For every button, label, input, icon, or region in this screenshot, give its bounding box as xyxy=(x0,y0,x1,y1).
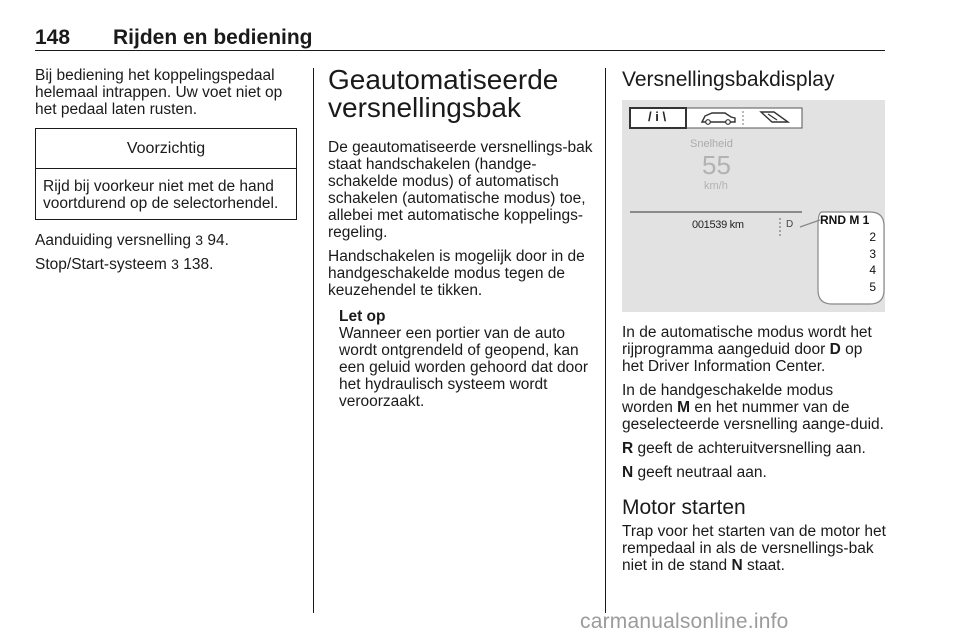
watermark-footer: carmanualsonline.info xyxy=(580,610,789,633)
note-text: Wanneer een portier van de auto wordt ontgrendeld of geopend, kan een geluid worden gehoord dat door het hydraulisch systeem wordt veroorzaakt. xyxy=(339,325,589,410)
caution-text: Rijd bij voorkeur niet met de hand voortdurend op de selectorhendel. xyxy=(43,178,279,212)
gear-list xyxy=(864,229,876,295)
section-heading-line-2: versnellingsbak xyxy=(328,92,521,123)
page-ref-link[interactable]: 94. xyxy=(207,232,229,249)
text-run-bold: R xyxy=(622,440,634,457)
chapter-title: Rijden en bediening xyxy=(113,26,313,49)
header-rule xyxy=(35,50,885,51)
speed-label: Snelheid xyxy=(690,138,733,150)
text-run: geeft neutraal aan. xyxy=(633,464,767,481)
gear-number: 4 xyxy=(869,263,876,277)
paragraph xyxy=(622,324,887,375)
paragraph: Handschakelen is mogelijk door in de handgeschakelde modus tegen de keuzehendel te tikken. xyxy=(328,248,585,299)
reference-stop-start xyxy=(35,256,301,273)
paragraph xyxy=(622,382,887,433)
callout-pointer xyxy=(800,220,820,227)
text-run: geeft de achteruitversnelling aan. xyxy=(633,440,866,457)
caution-box xyxy=(35,128,297,220)
section-heading xyxy=(328,66,593,122)
transmission-display-figure xyxy=(622,100,885,312)
speed-value: 55 xyxy=(702,150,731,180)
paragraph xyxy=(622,440,887,457)
display-illustration xyxy=(622,100,885,312)
text-run: Trap voor het starten van de motor het rempedaal in als de versnellings-bak niet in de stand xyxy=(622,523,886,574)
reference-label: Aanduiding versnelling xyxy=(35,232,191,249)
gear-number: 2 xyxy=(869,230,876,244)
column-divider-2 xyxy=(605,68,606,613)
paragraph: De geautomatiseerde versnellings-bak staat handschakelen (handge-schakelde modus) of automatisch schakelen (automatische modus) toe, allebei met automatische koppelings-regeling. xyxy=(328,139,593,241)
paragraph xyxy=(622,523,887,574)
note-block xyxy=(328,308,593,410)
reference-gear-indication xyxy=(35,232,301,249)
text-run-bold: N xyxy=(622,464,634,481)
section-heading-line-1: Geautomatiseerde xyxy=(328,64,559,95)
gear-callout-label: RND M 1 xyxy=(820,213,870,227)
text-run: In de handgeschakelde modus worden xyxy=(622,382,834,416)
column-3-text xyxy=(622,324,887,574)
gear-indicator-small: D xyxy=(786,219,794,230)
intro-paragraph: Bij bediening het koppelingspedaal helemaal intrappen. Uw voet niet op het pedaal laten rusten. xyxy=(35,67,283,118)
gear-number: 3 xyxy=(869,246,876,261)
paragraph xyxy=(622,464,887,481)
column-2 xyxy=(328,66,593,410)
text-run: en het nummer van de geselecteerde versnelling aange-duid. xyxy=(622,399,884,433)
text-run-bold: N xyxy=(731,557,743,574)
gear-number: 5 xyxy=(869,279,876,294)
text-run-bold: M xyxy=(677,399,691,416)
speed-unit: km/h xyxy=(704,180,728,192)
column-divider-1 xyxy=(313,68,314,613)
text-run: op het Driver Information Center. xyxy=(622,341,863,375)
text-run: In de automatische modus wordt het rijprogramma aangeduid door xyxy=(622,324,872,358)
odometer-reading: 001539 km xyxy=(692,219,744,231)
caution-title: Voorzichtig xyxy=(36,129,296,169)
text-run: staat. xyxy=(742,557,785,574)
page-ref-arrow-icon: 3 xyxy=(195,232,204,248)
note-title: Let op xyxy=(339,308,386,325)
display-tab-label: / i \ xyxy=(648,109,667,124)
reference-label: Stop/Start-systeem xyxy=(35,256,167,273)
page-ref-link[interactable]: 138. xyxy=(183,256,214,273)
subsection-heading: Versnellingsbakdisplay xyxy=(622,68,835,91)
page-number: 148 xyxy=(35,26,71,49)
column-1 xyxy=(35,67,301,118)
text-run-bold: D xyxy=(829,341,841,358)
section-heading-motor: Motor starten xyxy=(622,496,746,519)
page-ref-arrow-icon: 3 xyxy=(171,256,179,272)
